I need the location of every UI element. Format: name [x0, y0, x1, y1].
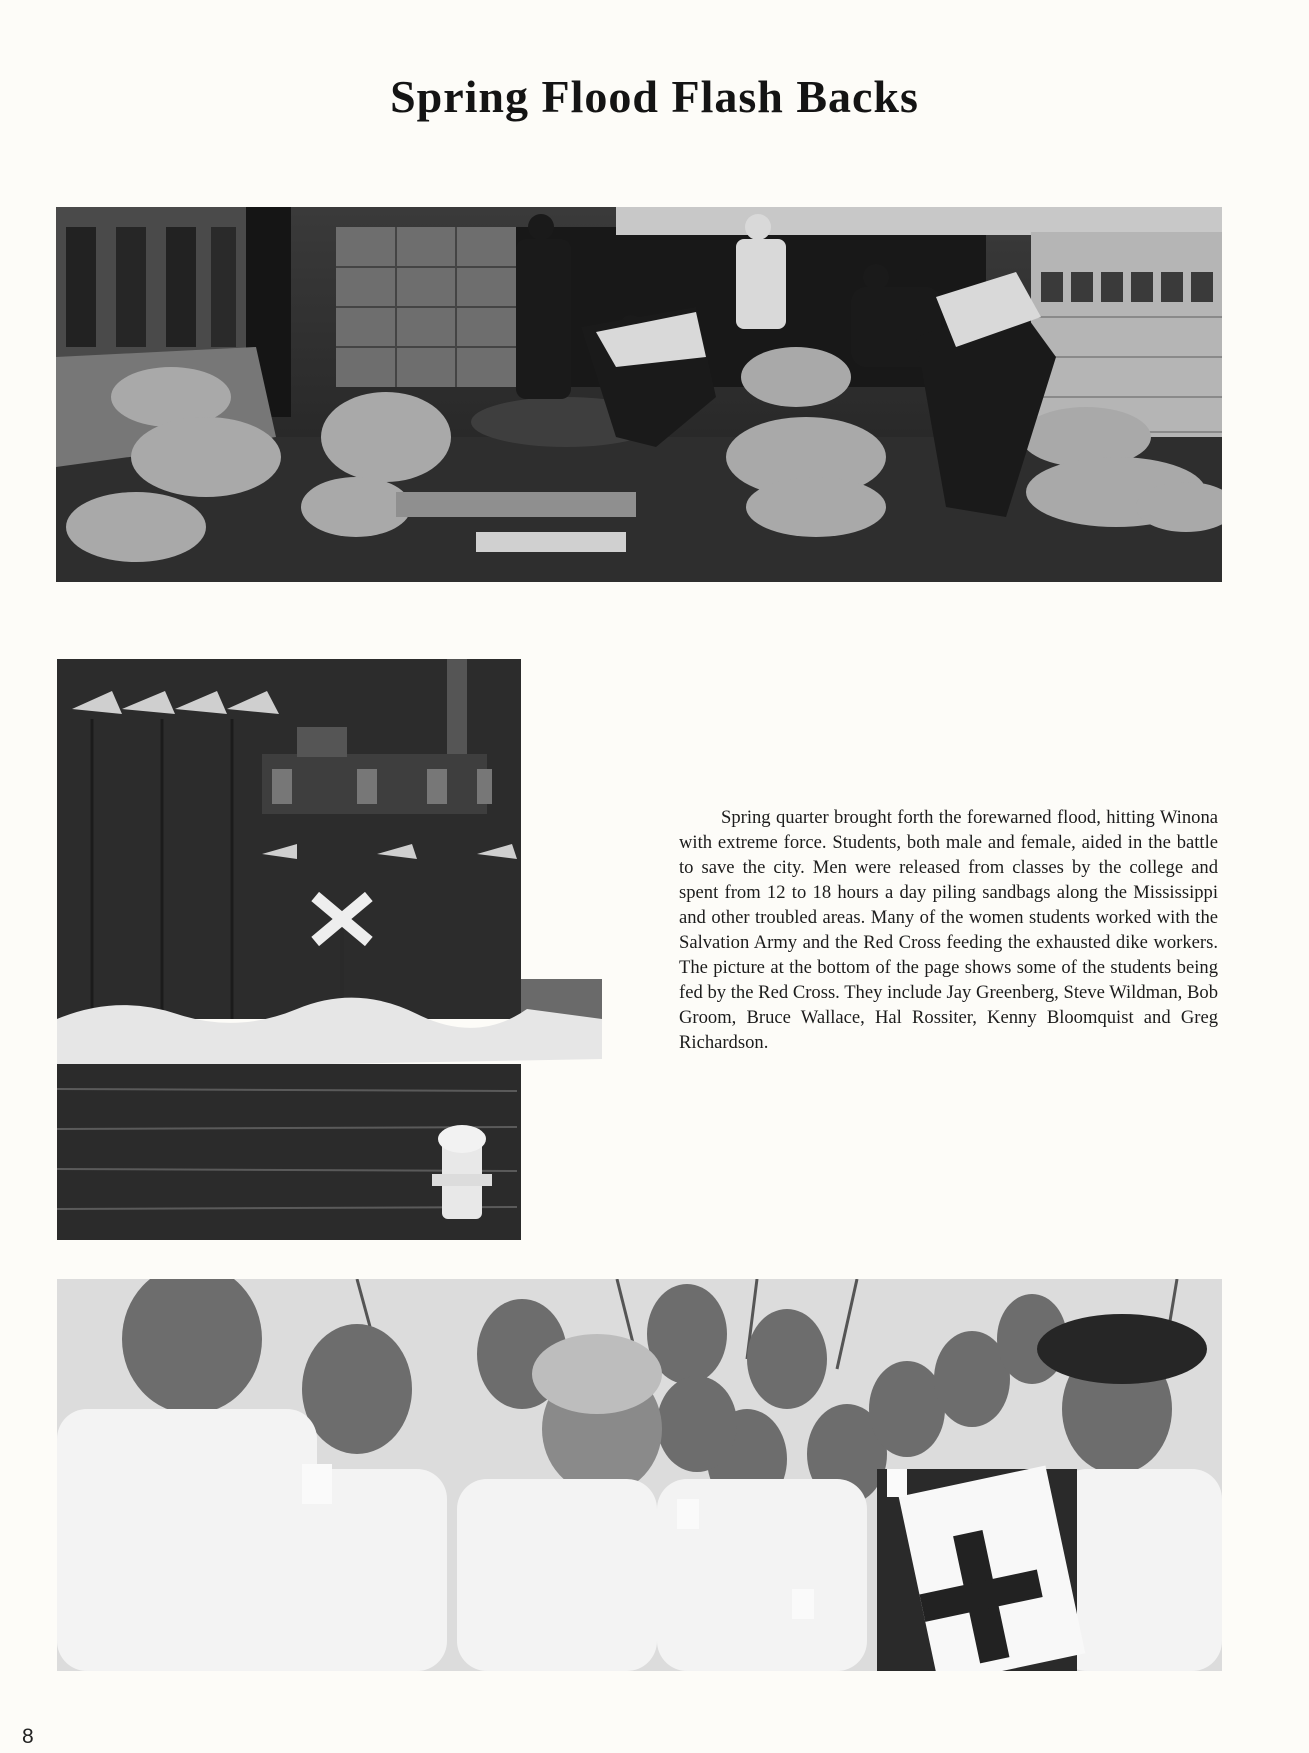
photo-flooded-building	[57, 659, 602, 1240]
page-number: 8	[22, 1725, 34, 1748]
article-paragraph: Spring quarter brought forth the forewarned flood, hitting Winona with extreme force. Students, both male and female, aided in the battle to save the city. Men were released from classes by the college and spent from 12 to 18 hours a day piling sandbags along the Mississippi and other troubled areas. Many of the women students worked with the Salvation Army and the Red Cross feeding the exhausted dike workers. The picture at the bottom of the page shows some of the students being fed by the Red Cross. They include Jay Greenberg, Steve Wildman, Bob Groom, Bruce Wallace, Hal Rossiter, Kenny Bloomquist and Greg Richardson.	[679, 806, 1218, 1053]
group-photo-illustration	[57, 1279, 1222, 1671]
photo-red-cross-group	[57, 1279, 1222, 1671]
photo-sandbag-workers	[56, 207, 1222, 582]
page-title: Spring Flood Flash Backs	[390, 71, 919, 122]
sandbag-photo-illustration	[56, 207, 1222, 582]
flood-photo-illustration	[57, 659, 602, 1240]
